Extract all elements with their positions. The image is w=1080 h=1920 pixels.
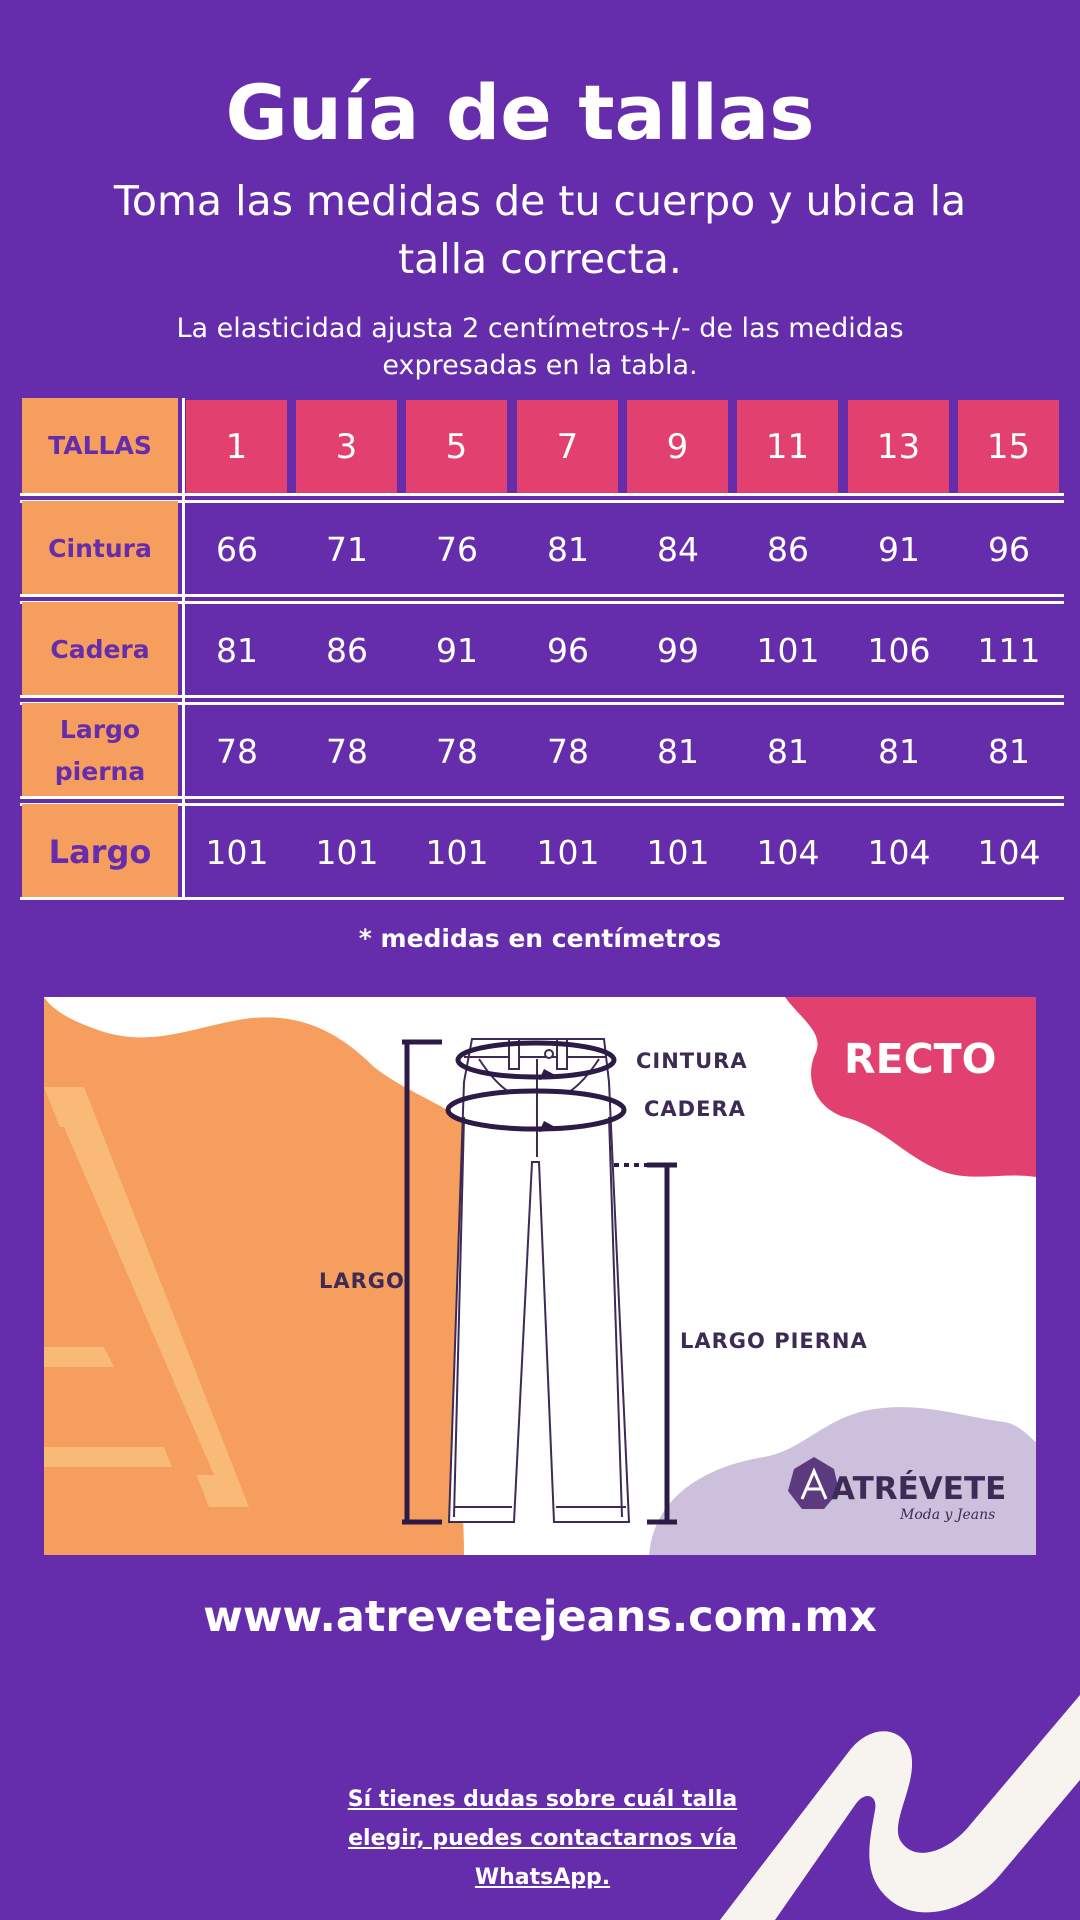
largo-pierna-label: LARGO PIERNA: [680, 1329, 868, 1353]
size-cell: 3: [296, 400, 397, 494]
value-cell: 101: [536, 832, 600, 872]
value-cell: 111: [977, 630, 1041, 670]
row-divider: [20, 796, 1064, 799]
value-cell: 101: [425, 832, 489, 872]
value-cell: 104: [977, 832, 1041, 872]
table-row: [20, 804, 1064, 900]
fit-style-label: RECTO: [844, 1035, 997, 1083]
value-cell: 91: [878, 529, 920, 569]
row-divider: [20, 695, 1064, 698]
size-table: [20, 398, 1064, 900]
value-cell: 81: [547, 529, 589, 569]
value-cell: 86: [326, 630, 368, 670]
size-cell: 5: [406, 400, 507, 494]
value-cell: 78: [547, 731, 589, 771]
table-row: [20, 602, 1064, 698]
value-cell: 91: [436, 630, 478, 670]
row-label: Cadera: [22, 602, 178, 698]
size-cell: 9: [627, 400, 728, 494]
brand-name: ATRÉVETE: [831, 1471, 1007, 1507]
value-cell: 81: [988, 731, 1030, 771]
units-footnote: * medidas en centímetros: [358, 924, 722, 953]
table-header-row: [20, 398, 1064, 494]
value-cell: 78: [216, 731, 258, 771]
value-cell: 99: [657, 630, 699, 670]
page-title: Guía de tallas: [225, 68, 815, 157]
value-cell: 86: [767, 529, 809, 569]
size-cell: 11: [737, 400, 838, 494]
row-label: Cintura: [22, 501, 178, 597]
value-cell: 101: [756, 630, 820, 670]
row-divider: [20, 594, 1064, 597]
value-cell: 81: [767, 731, 809, 771]
website-url[interactable]: www.atrevetejeans.com.mx: [203, 1592, 877, 1642]
size-cell: 15: [958, 400, 1059, 494]
row-divider: [20, 897, 1064, 900]
table-row: [20, 501, 1064, 597]
value-cell: 104: [867, 832, 931, 872]
subtitle: Toma las medidas de tu cuerpo y ubica la talla correcta.: [113, 177, 967, 283]
size-cell: 1: [186, 400, 287, 494]
cadera-label: CADERA: [644, 1097, 746, 1121]
elasticity-note: La elasticidad ajusta 2 centímetros+/- de las medidas expresadas en la tabla.: [176, 313, 904, 381]
row-label: Largo pierna: [22, 703, 178, 799]
value-cell: 78: [326, 731, 368, 771]
row-divider: [20, 493, 1064, 496]
value-cell: 101: [315, 832, 379, 872]
pink-blob: [785, 997, 1036, 1177]
value-cell: 66: [216, 529, 258, 569]
value-cell: 81: [657, 731, 699, 771]
size-cell: 7: [517, 400, 618, 494]
value-cell: 96: [988, 529, 1030, 569]
value-cell: 101: [205, 832, 269, 872]
value-cell: 101: [646, 832, 710, 872]
pants-drawing: [449, 1039, 629, 1522]
size-cell: 13: [848, 400, 949, 494]
whatsapp-contact-link[interactable]: Sí tienes dudas sobre cuál talla elegir, puedes contactarnos vía WhatsApp.: [347, 1787, 738, 1890]
row-label: Largo: [22, 804, 178, 900]
largo-label: LARGO: [319, 1269, 405, 1293]
value-cell: 81: [216, 630, 258, 670]
value-cell: 81: [878, 731, 920, 771]
value-cell: 106: [867, 630, 931, 670]
cintura-label: CINTURA: [636, 1049, 748, 1073]
brand-tagline: Moda y Jeans: [900, 1507, 996, 1523]
measurement-illustration: [44, 997, 1036, 1555]
value-cell: 76: [436, 529, 478, 569]
value-cell: 78: [436, 731, 478, 771]
value-cell: 104: [756, 832, 820, 872]
value-cell: 71: [326, 529, 368, 569]
table-row: [20, 703, 1064, 799]
value-cell: 96: [547, 630, 589, 670]
value-cell: 84: [657, 529, 699, 569]
header-label: TALLAS: [22, 398, 178, 494]
column-divider: [182, 398, 185, 900]
